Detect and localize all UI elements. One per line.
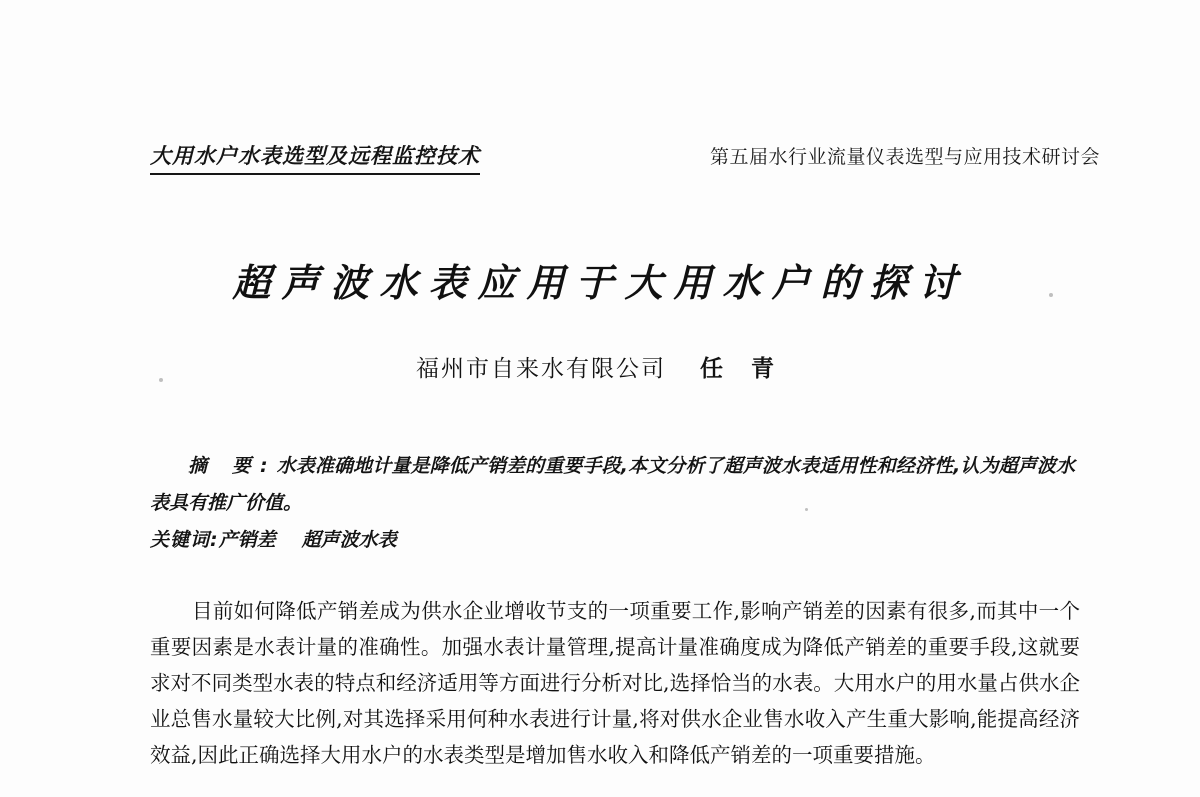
keywords-paragraph	[150, 522, 1075, 559]
keywords-label: 关键词:	[150, 529, 219, 551]
author-affiliation: 福州市自来水有限公司	[415, 356, 666, 382]
body-paragraph: 目前如何降低产销差成为供水企业增收节支的一项重要工作,影响产销差的因素有很多,而其中一个重要因素是水表计量的准确性。加强水表计量管理,提高计量准确度成为降低产销差的重要手段,这就要求对不同类型水表的特点和经济适用等方面进行分析对比,选择恰当的水表。大用水户的用水量占供水企业总售水量较大比例,对其选择采用何种水表进行计量,将对供水企业售水收入产生重大影响,能提高经济效益,因此正确选择大用水户的水表类型是增加售水收入和降低产销差的一项重要措施。	[150, 599, 1080, 767]
abstract-text: 水表准确地计量是降低产销差的重要手段,本文分析了超声波水表适用性和经济性,认为超声波水表具有推广价值。	[150, 455, 1075, 514]
running-header-right-text: 第五届水行业流量仪表选型与应用技术研讨会	[709, 146, 1100, 168]
abstract-block	[150, 448, 1075, 559]
running-header	[150, 140, 1100, 175]
author-name: 任 青	[699, 355, 784, 382]
keyword-item-1: 超声波水表	[301, 529, 397, 551]
keyword-item-0: 产销差	[218, 529, 276, 551]
abstract-paragraph	[150, 448, 1075, 522]
page-title: 超声波水表应用于大用水户的探讨	[232, 261, 968, 305]
running-header-left-text: 大用水户水表选型及远程监控技术	[150, 140, 480, 175]
author-line	[0, 350, 1200, 383]
abstract-label: 摘 要:	[188, 455, 277, 477]
